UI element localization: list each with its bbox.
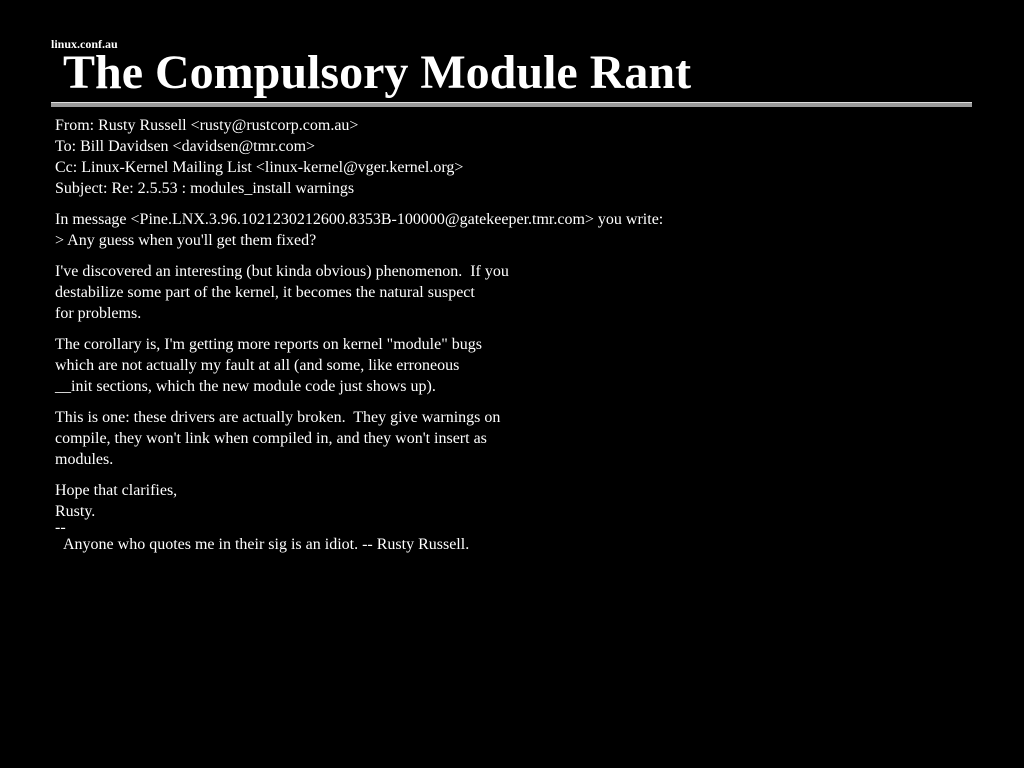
to-header: To: Bill Davidsen <davidsen@tmr.com>	[55, 138, 316, 155]
paragraph-line: This is one: these drivers are actually broken. They give warnings on	[55, 409, 501, 426]
email-headers	[55, 115, 955, 199]
paragraph-line: for problems.	[55, 305, 142, 322]
closing	[55, 480, 955, 522]
closing-line: Hope that clarifies,	[55, 482, 178, 499]
paragraph-line: __init sections, which the new module code just shows up).	[55, 378, 436, 395]
paragraph-3	[55, 407, 955, 470]
paragraph-line: The corollary is, I'm getting more reports on kernel "module" bugs	[55, 336, 482, 353]
conference-label: linux.conf.au	[51, 37, 118, 51]
paragraph-line: which are not actually my fault at all (and some, like erroneous	[55, 357, 460, 374]
paragraph-line: destabilize some part of the kernel, it becomes the natural suspect	[55, 284, 475, 301]
cc-header: Cc: Linux-Kernel Mailing List <linux-kernel@vger.kernel.org>	[55, 159, 464, 176]
email-body	[55, 115, 955, 555]
quote-attribution: In message <Pine.LNX.3.96.1021230212600.8353B-100000@gatekeeper.tmr.com> you write:	[55, 211, 664, 228]
quoted-message	[55, 209, 955, 251]
paragraph-line: modules.	[55, 451, 114, 468]
paragraph-line: compile, they won't link when compiled in, and they won't insert as	[55, 430, 487, 447]
subject-header: Subject: Re: 2.5.53 : modules_install warnings	[55, 180, 355, 197]
from-header: From: Rusty Russell <rusty@rustcorp.com.au>	[55, 117, 359, 134]
paragraph-1	[55, 261, 955, 324]
title-divider	[51, 102, 972, 107]
paragraph-2	[55, 334, 955, 397]
slide-title: The Compulsory Module Rant	[63, 46, 692, 99]
quoted-line: > Any guess when you'll get them fixed?	[55, 232, 317, 249]
signature: Anyone who quotes me in their sig is an idiot. -- Rusty Russell.	[63, 536, 470, 553]
closing-line: Rusty.	[55, 503, 96, 520]
signature-separator: --	[55, 519, 66, 536]
paragraph-line: I've discovered an interesting (but kinda obvious) phenomenon. If you	[55, 263, 509, 280]
